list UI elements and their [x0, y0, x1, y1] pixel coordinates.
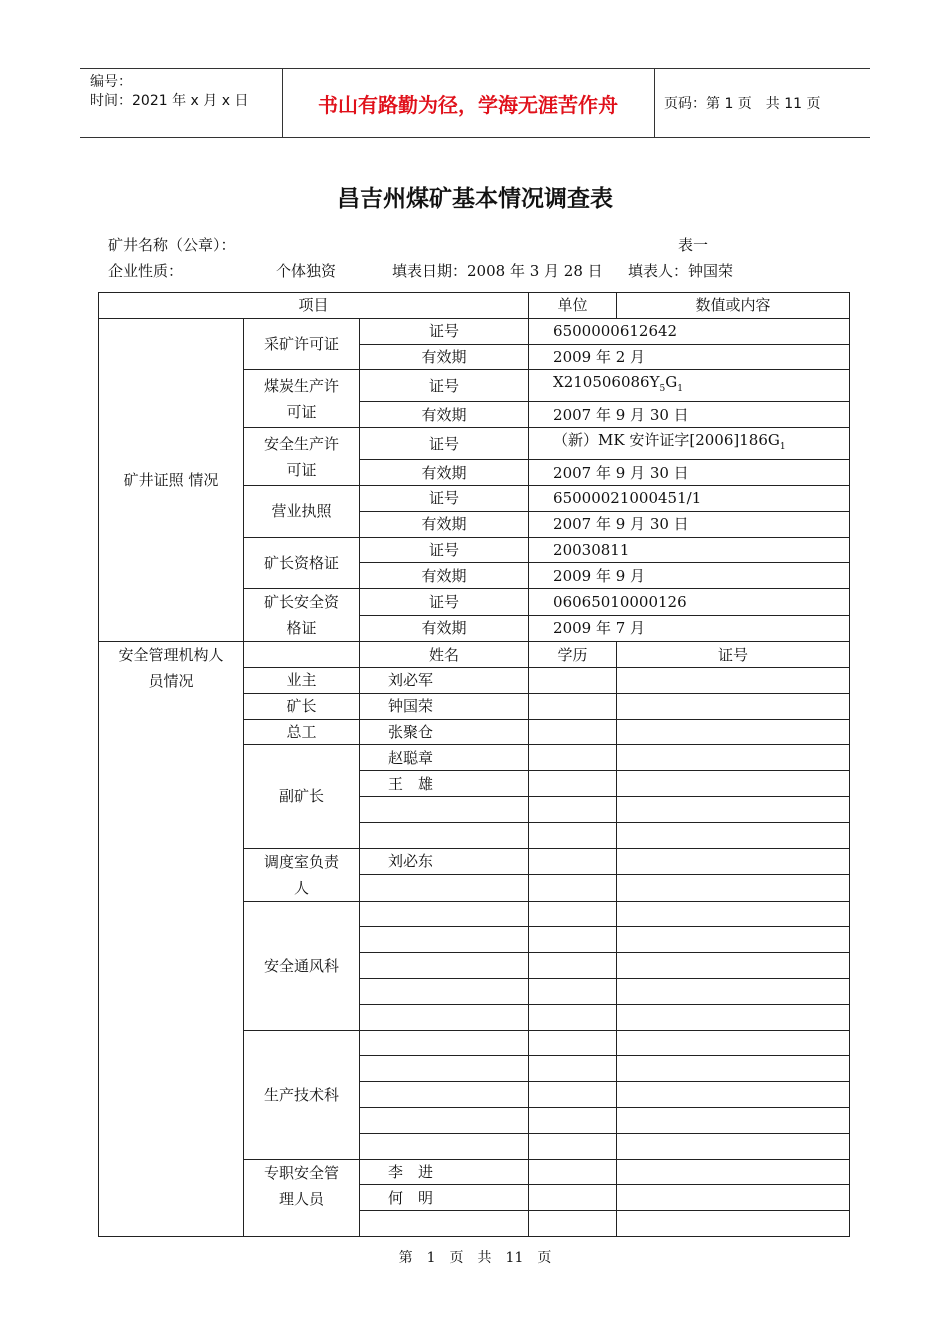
role-deputy-manager: 副矿长 [244, 745, 360, 848]
person-name: 赵聪章 [360, 745, 529, 771]
license-name: 矿长资格证 [244, 537, 360, 589]
cert-no-label: 证号 [360, 370, 529, 402]
license-valid: 2009 年 7 月 [529, 615, 850, 642]
license-name: 安全生产许可证 [244, 428, 360, 486]
license-number: （新）MK 安许证字$[2006]186G_1$ [529, 428, 850, 460]
license-valid: 2007 年 9 月 30 日 [529, 402, 850, 428]
cert-no-label: 证号 [360, 318, 529, 344]
person-name: 刘必东 [360, 848, 529, 875]
cert-no-label: 证号 [360, 428, 529, 460]
table-number: 表一 [678, 236, 709, 254]
license-name: 营业执照 [244, 485, 360, 537]
license-section-label: 矿井证照 情况 [99, 318, 244, 641]
person-name: 刘必军 [360, 667, 529, 693]
license-valid: 2009 年 9 月 [529, 563, 850, 589]
license-valid: 2007 年 9 月 30 日 [529, 460, 850, 486]
license-number: 20030811 [529, 537, 850, 563]
person-name: 王 雄 [360, 771, 529, 797]
cert-no-label: 证号 [360, 537, 529, 563]
filler: 填表人：钟国荣 [628, 262, 734, 280]
valid-label: 有效期 [360, 344, 529, 370]
col-header-education: 学历 [529, 642, 617, 668]
header-left [90, 73, 248, 111]
license-number: 6500000612642 [529, 318, 850, 344]
license-number: 06065010000126 [529, 589, 850, 616]
cert-no-label: 证号 [360, 485, 529, 511]
empty-cell [244, 642, 360, 668]
col-header-unit: 单位 [529, 293, 617, 319]
valid-label: 有效期 [360, 460, 529, 486]
enterprise-nature-value: 个体独资 [276, 262, 337, 280]
valid-label: 有效期 [360, 615, 529, 642]
col-header-cert: 证号 [617, 642, 850, 668]
document-title: 昌吉州煤矿基本情况调查表 [337, 186, 613, 212]
license-valid: 2009 年 2 月 [529, 344, 850, 370]
role-owner: 业主 [244, 667, 360, 693]
dept-ventilation: 安全通风科 [244, 901, 360, 1030]
enterprise-nature-label: 企业性质： [108, 262, 184, 280]
valid-label: 有效期 [360, 511, 529, 537]
role-chief-engineer: 总工 [244, 719, 360, 745]
person-name: 钟国荣 [360, 693, 529, 719]
survey-table [98, 292, 850, 1237]
header-divider [654, 69, 655, 137]
page-footer: 第 1 页 共 11 页 [398, 1250, 552, 1266]
dept-production: 生产技术科 [244, 1030, 360, 1159]
col-header-value: 数值或内容 [617, 293, 850, 319]
header-page-info: 页码：第 1 页 共 11 页 [664, 96, 821, 112]
valid-label: 有效期 [360, 563, 529, 589]
doc-time-label: 时间：2021 年 x 月 x 日 [90, 93, 249, 109]
doc-number-label: 编号： [90, 74, 132, 90]
col-header-item: 项目 [99, 293, 529, 319]
license-name: 煤炭生产许可证 [244, 370, 360, 428]
col-header-name: 姓名 [360, 642, 529, 668]
person-name: 何 明 [360, 1185, 529, 1211]
table-row [99, 318, 850, 344]
license-valid: 2007 年 9 月 30 日 [529, 511, 850, 537]
license-number: 65000021000451/1 [529, 485, 850, 511]
mine-name-label: 矿井名称（公章）： [108, 236, 236, 254]
license-name: 采矿许可证 [244, 318, 360, 370]
person-name: 张聚仓 [360, 719, 529, 745]
person-name: 李 进 [360, 1159, 529, 1185]
license-name: 矿长安全资格证 [244, 589, 360, 642]
license-number: $X210506086Y_5G_1$ [529, 370, 850, 402]
valid-label: 有效期 [360, 402, 529, 428]
header-motto: 书山有路勤为径，学海无涯苦作舟 [318, 92, 618, 117]
role-safety-staff: 专职安全管理人员 [244, 1159, 360, 1236]
role-dispatch: 调度室负责人 [244, 848, 360, 901]
role-manager: 矿长 [244, 693, 360, 719]
table-row [99, 642, 850, 668]
fill-date: 填表日期：2008 年 3 月 28 日 [392, 262, 603, 280]
page-header [80, 68, 870, 138]
mgmt-section-label: 安全管理机构人员情况 [99, 642, 244, 1237]
table-header-row [99, 293, 850, 319]
cert-no-label: 证号 [360, 589, 529, 616]
